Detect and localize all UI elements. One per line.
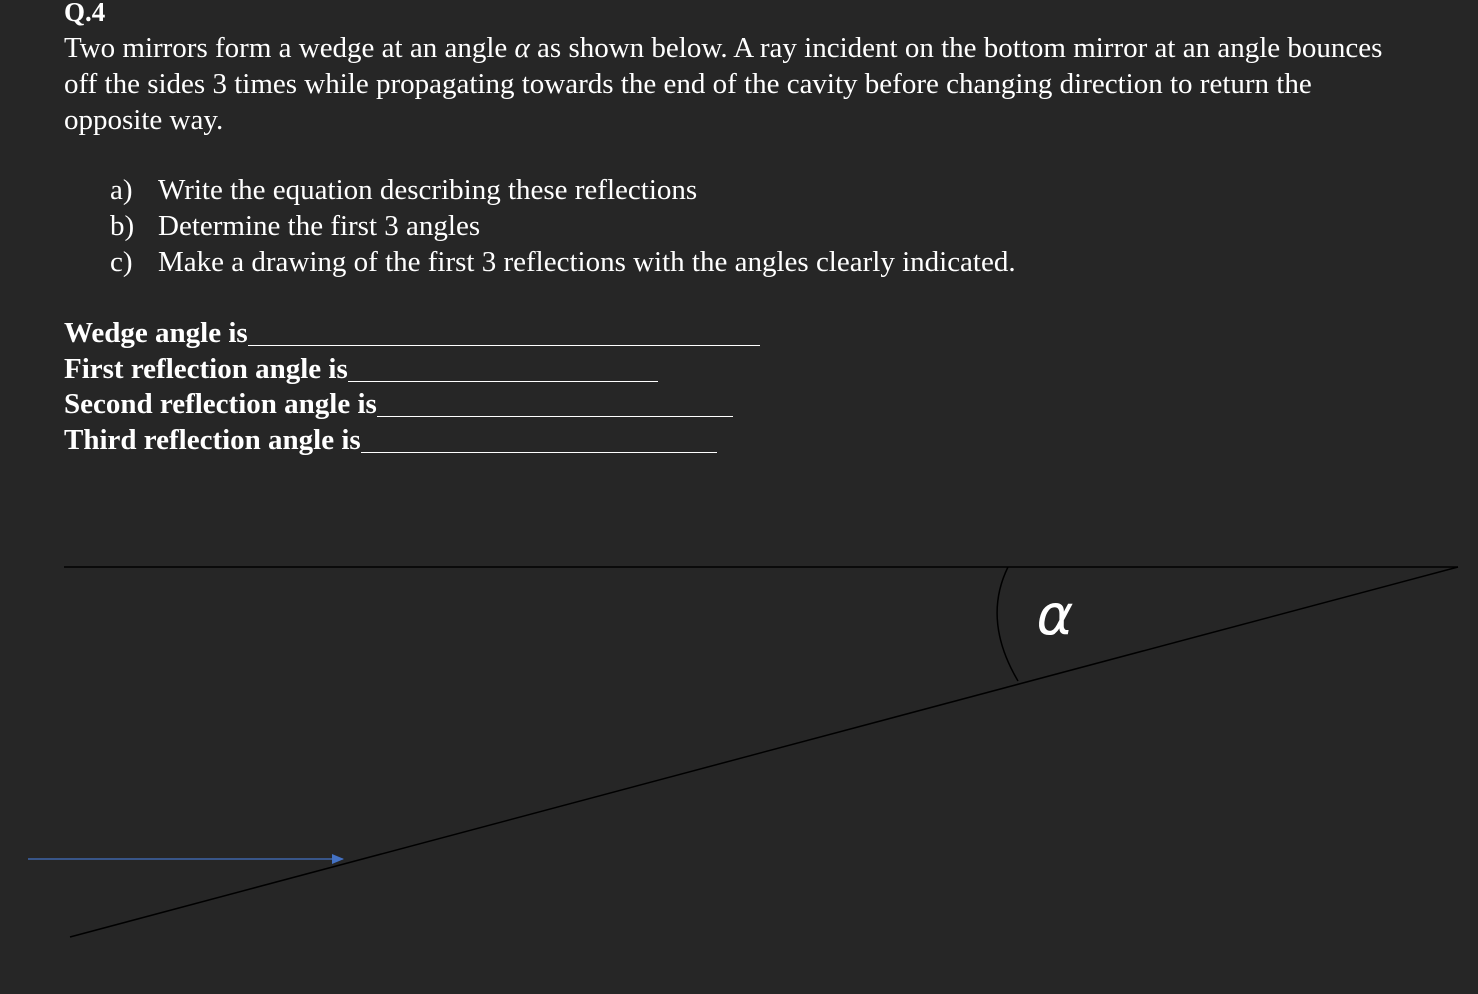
task-text: Make a drawing of the first 3 reflections with the angles clearly indicated. xyxy=(158,246,1016,278)
answer-label: Third reflection angle is xyxy=(64,423,361,456)
answer-label: First reflection angle is xyxy=(64,352,348,385)
answer-label: Wedge angle is xyxy=(64,317,248,349)
question-number: Q.4 xyxy=(64,0,106,27)
task-text: Write the equation describing these reflections xyxy=(158,174,698,206)
answer-label: Second reflection angle is xyxy=(64,388,377,420)
task-marker: c) xyxy=(110,246,133,278)
intro-text-start: Two mirrors form a wedge at an angle xyxy=(64,32,515,64)
alpha-symbol: α xyxy=(514,32,530,64)
task-text: Determine the first 3 angles xyxy=(158,210,481,242)
alpha-angle-label: α xyxy=(1036,583,1074,648)
task-marker: a) xyxy=(110,174,133,206)
task-marker: b) xyxy=(110,210,135,242)
bottom-mirror xyxy=(70,567,1458,937)
wedge-angle-arc xyxy=(997,567,1018,681)
intro-text-end: as shown below. A ray incident on the bottom mirror at an angle bounces off the sides 3 times while propagating towards the end of the cavity before changing direction to return the opposite way. xyxy=(64,32,1383,136)
